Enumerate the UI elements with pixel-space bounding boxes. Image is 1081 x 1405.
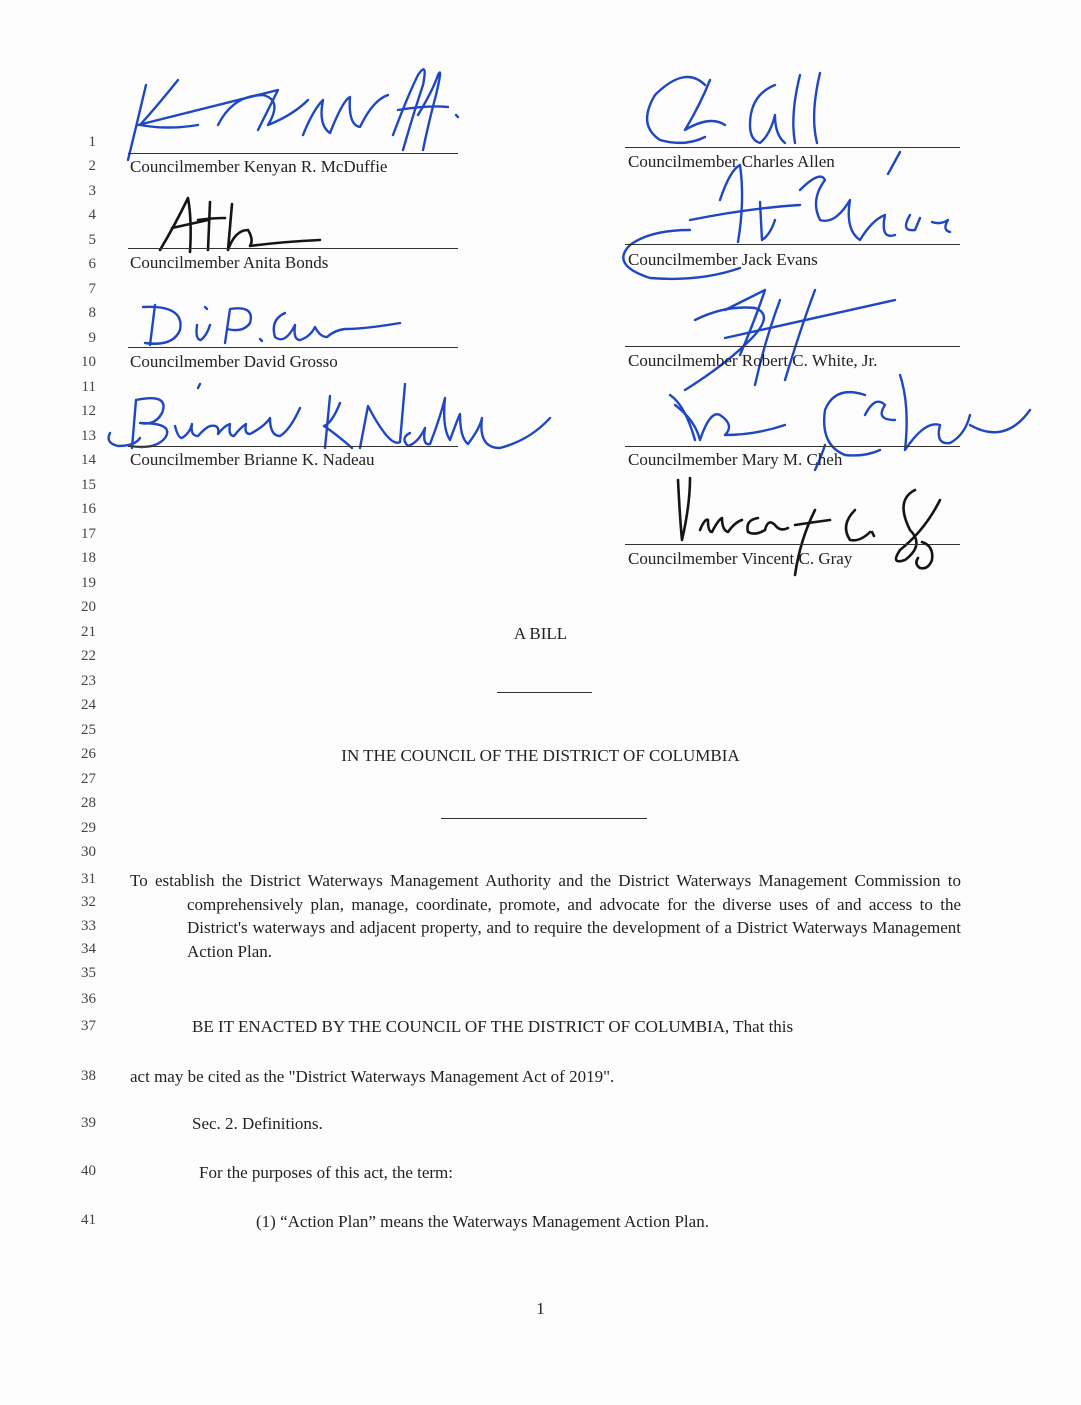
section-2-intro: For the purposes of this act, the term:	[199, 1163, 454, 1182]
line-number: 14	[81, 452, 96, 468]
page-number: 1	[536, 1299, 545, 1318]
signature-bonds	[150, 190, 330, 260]
enacting-clause-line2: act may be cited as the "District Waterways Management Act of 2019".	[130, 1067, 615, 1086]
line-number: 8	[88, 305, 96, 321]
line-number: 34	[81, 941, 96, 957]
signature-allen	[625, 55, 885, 155]
line-number: 32	[81, 894, 96, 910]
signature-line	[625, 244, 960, 245]
line-number: 38	[81, 1068, 96, 1084]
line-number: 28	[81, 795, 96, 811]
line-number: 37	[81, 1018, 96, 1034]
signature-line	[625, 446, 960, 447]
line-number: 35	[81, 965, 96, 981]
line-number: 26	[81, 746, 96, 762]
line-number: 2	[88, 158, 96, 174]
line-number: 13	[81, 428, 96, 444]
line-number: 18	[81, 550, 96, 566]
sponsor-name: Councilmember Anita Bonds	[130, 253, 329, 272]
line-number: 31	[81, 871, 96, 887]
signature-line	[128, 347, 458, 348]
signature-line	[625, 346, 960, 347]
definition-1: (1) “Action Plan” means the Waterways Management Action Plan.	[256, 1212, 709, 1231]
line-number: 23	[81, 673, 96, 689]
bill-number-rule	[497, 692, 592, 693]
signature-gray-tail	[908, 538, 938, 573]
date-rule	[441, 818, 647, 819]
sponsor-name: Councilmember Brianne K. Nadeau	[130, 450, 375, 469]
signature-line	[128, 153, 458, 154]
enacting-clause-line1: BE IT ENACTED BY THE COUNCIL OF THE DISTRICT OF COLUMBIA, That this	[192, 1017, 794, 1036]
line-number: 20	[81, 599, 96, 615]
line-number: 3	[88, 183, 96, 199]
line-number: 11	[81, 379, 96, 395]
sponsor-name: Councilmember Charles Allen	[628, 152, 835, 171]
line-number: 4	[88, 207, 96, 223]
line-number: 15	[81, 477, 96, 493]
line-number: 24	[81, 697, 96, 713]
line-number: 17	[81, 526, 96, 542]
line-number: 22	[81, 648, 96, 664]
line-number: 30	[81, 844, 96, 860]
sponsor-name: Councilmember Mary M. Cheh	[628, 450, 843, 469]
line-number: 40	[81, 1163, 96, 1179]
sponsor-name: Councilmember Kenyan R. McDuffie	[130, 157, 388, 176]
line-number: 9	[88, 330, 96, 346]
sponsor-name: Councilmember David Grosso	[130, 352, 338, 371]
sponsor-name: Councilmember Jack Evans	[628, 250, 818, 269]
purpose-text: To establish the District Waterways Management Authority and the District Waterways Management Commission to comprehensively plan, manage, coordinate, promote, and advocate for the diverse uses of and access to the District's waterways and adjacent property, and to require the development of a District Waterways Management Action Plan.	[130, 871, 961, 961]
signature-line	[128, 446, 458, 447]
line-number: 39	[81, 1115, 96, 1131]
line-number: 12	[81, 403, 96, 419]
sponsor-name: Councilmember Vincent C. Gray	[628, 549, 853, 568]
line-number: 19	[81, 575, 96, 591]
line-number: 27	[81, 771, 96, 787]
council-heading: IN THE COUNCIL OF THE DISTRICT OF COLUMBIA	[341, 746, 740, 765]
purpose-paragraph	[130, 869, 961, 963]
line-number: 25	[81, 722, 96, 738]
line-number: 10	[81, 354, 96, 370]
line-number: 7	[88, 281, 96, 297]
line-number: 33	[81, 918, 96, 934]
sponsor-name: Councilmember Robert C. White, Jr.	[628, 351, 878, 370]
bill-heading: A BILL	[513, 624, 568, 643]
line-number: 1	[88, 134, 96, 150]
line-number: 36	[81, 991, 96, 1007]
line-number: 5	[88, 232, 96, 248]
signature-line	[128, 248, 458, 249]
section-2-title: Sec. 2. Definitions.	[192, 1114, 323, 1133]
signature-grosso	[135, 295, 415, 355]
line-number: 21	[81, 624, 96, 640]
line-number: 41	[81, 1212, 96, 1228]
line-number: 29	[81, 820, 96, 836]
line-number: 16	[81, 501, 96, 517]
line-number: 6	[88, 256, 96, 272]
